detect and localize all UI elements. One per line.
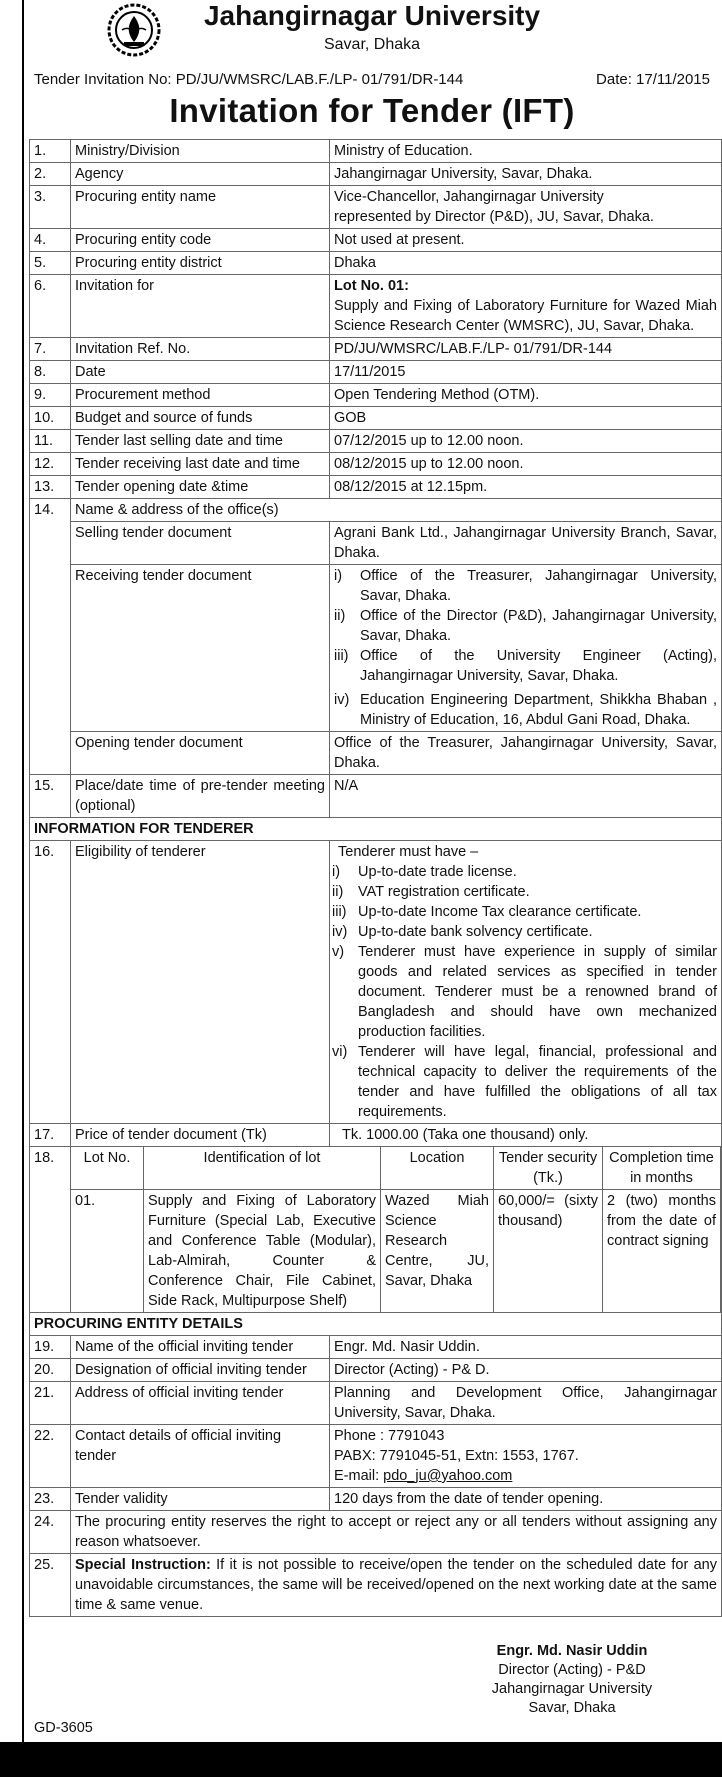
- notice-date: Date: 17/11/2015: [596, 71, 710, 88]
- row-number: 1.: [30, 140, 71, 163]
- item-text: Office of the Director (P&D), Jahangirnagar University, Savar, Dhaka.: [360, 608, 717, 644]
- row-label: Address of official inviting tender: [71, 1382, 330, 1425]
- item-number: i): [334, 568, 343, 584]
- table-row: [30, 361, 722, 384]
- row-number: 15.: [30, 775, 71, 818]
- row-number: 18.: [30, 1147, 71, 1313]
- row-number: 22.: [30, 1425, 71, 1488]
- list-item: [332, 882, 717, 902]
- row-label: Procuring entity code: [71, 229, 330, 252]
- row-number: 12.: [30, 453, 71, 476]
- row-label: Name of the official inviting tender: [71, 1336, 330, 1359]
- row-number: 9.: [30, 384, 71, 407]
- row-value: [330, 1359, 722, 1382]
- item-number: iv): [332, 924, 348, 940]
- table-row: [30, 384, 722, 407]
- row-label: Invitation for: [71, 275, 330, 338]
- row-value-text: Vice-Chancellor, Jahangirnagar University: [334, 189, 604, 205]
- table-row: [30, 229, 722, 252]
- receiving-items: [334, 566, 717, 730]
- row-value-text: 120 days from the date of tender opening.: [334, 1491, 604, 1507]
- lot-table-cell: [71, 1147, 722, 1313]
- item-number: vi): [332, 1044, 348, 1060]
- footer-code: GD-3605: [34, 1720, 93, 1736]
- list-item: [334, 690, 717, 730]
- table-row: [30, 1488, 722, 1511]
- row-number: 2.: [30, 163, 71, 186]
- list-item: [332, 942, 717, 1042]
- row-number: 13.: [30, 476, 71, 499]
- row-value-text: Open Tendering Method (OTM).: [334, 387, 540, 403]
- table-row: [30, 275, 722, 338]
- row-value-text: 08/12/2015 at 12.15pm.: [334, 479, 488, 495]
- reference-line: [34, 71, 710, 88]
- table-row-opening: [30, 732, 722, 775]
- row-label: Budget and source of funds: [71, 407, 330, 430]
- table-row: [30, 338, 722, 361]
- special-instruction-text: If it is not possible to receive/open the tender on the scheduled date for any unavoidable circumstances, the same will be received/opened on the next working date at the same time & same venue.: [75, 1557, 717, 1613]
- row-label: Procuring entity name: [71, 186, 330, 229]
- row-value-text: Director (Acting) - P& D.: [334, 1362, 490, 1378]
- selling-label: Selling tender document: [71, 522, 330, 565]
- contact-value: [330, 1425, 722, 1488]
- row-value-text: Engr. Md. Nasir Uddin.: [334, 1339, 480, 1355]
- row-number: 16.: [30, 841, 71, 1124]
- list-item: [332, 862, 717, 882]
- row-value: [330, 430, 722, 453]
- item-number: i): [332, 864, 341, 880]
- row-value: [330, 229, 722, 252]
- table-row: [30, 1511, 722, 1554]
- row-value: [330, 338, 722, 361]
- row-number: 23.: [30, 1488, 71, 1511]
- contact-phone: Phone : 7791043: [334, 1428, 445, 1444]
- lot-cell: 60,000/= (sixty thousand): [494, 1190, 603, 1313]
- university-city: Savar, Dhaka: [323, 36, 421, 53]
- row-value-text: 08/12/2015 up to 12.00 noon.: [334, 456, 524, 472]
- lot-cell: Supply and Fixing of Laboratory Furniture (Special Lab, Executive and Conference Table (Modular), Lab-Almirah, Counter & Conference Chair, File Cabinet, Side Rack, Multipurpose Shelf): [144, 1190, 381, 1313]
- row-value-text: 17/11/2015: [334, 364, 406, 380]
- row-value: [330, 361, 722, 384]
- row-number: 14.: [30, 499, 71, 775]
- table-row: [30, 1336, 722, 1359]
- table-row: [30, 186, 722, 229]
- eligibility-list: [330, 841, 722, 1124]
- list-item: [334, 566, 717, 606]
- special-instruction: [71, 1554, 722, 1617]
- row-number: 21.: [30, 1382, 71, 1425]
- lot-cell: Wazed Miah Science Research Centre, JU, Savar, Dhaka: [381, 1190, 494, 1313]
- university-name: Jahangirnagar University: [203, 0, 541, 31]
- row-value: [330, 384, 722, 407]
- page-title: Invitation for Tender (IFT): [169, 92, 575, 129]
- signatory-organization: Jahangirnagar University: [491, 1681, 653, 1697]
- eligibility-intro: Tenderer must have –: [338, 844, 479, 860]
- row-value: [330, 476, 722, 499]
- receiving-list: [330, 565, 722, 732]
- row-number: 4.: [30, 229, 71, 252]
- row-number: 17.: [30, 1124, 71, 1147]
- row-value-text: GOB: [334, 410, 367, 426]
- row-value: [330, 1488, 722, 1511]
- row-number: 24.: [30, 1511, 71, 1554]
- row-value-text: PD/JU/WMSRC/LAB.F./LP- 01/791/DR-144: [334, 341, 613, 357]
- row-value-text: Lot No. 01:: [334, 278, 409, 294]
- lot-row: [71, 1190, 721, 1313]
- table-row: [30, 1382, 722, 1425]
- row-label: Place/date time of pre-tender meeting (optional): [71, 775, 330, 818]
- row-value: [330, 163, 722, 186]
- lot-header: Tender security (Tk.): [494, 1147, 603, 1190]
- row-label: Tender last selling date and time: [71, 430, 330, 453]
- row-value: [330, 453, 722, 476]
- row-value-text-2: represented by Director (P&D), JU, Savar, Dhaka.: [334, 209, 654, 225]
- item-number: iv): [334, 692, 350, 708]
- eligibility-items: [332, 862, 717, 1122]
- row-value: [330, 1124, 722, 1147]
- lot-header-row: [71, 1147, 721, 1190]
- row-value-text-2: Supply and Fixing of Laboratory Furniture for Wazed Miah Science Research Center (WMSRC), JU, Savar, Dhaka.: [334, 298, 717, 334]
- row-number: 19.: [30, 1336, 71, 1359]
- row-number: 10.: [30, 407, 71, 430]
- section-heading: PROCURING ENTITY DETAILS: [30, 1313, 722, 1336]
- row-value: [330, 275, 722, 338]
- row-value-text: Tk. 1000.00 (Taka one thousand) only.: [342, 1127, 589, 1143]
- row-text: The procuring entity reserves the right to accept or reject any or all tenders without assigning any reason whatsoever.: [71, 1511, 722, 1554]
- table-row-lots: [30, 1147, 722, 1313]
- row-value: [330, 775, 722, 818]
- row-number: 8.: [30, 361, 71, 384]
- section-heading-row: [30, 818, 722, 841]
- tender-invitation-no: Tender Invitation No: PD/JU/WMSRC/LAB.F./LP- 01/791/DR-144: [34, 71, 464, 88]
- signature-block: [452, 1642, 692, 1718]
- section-heading-row: [30, 1313, 722, 1336]
- item-text: Office of the Treasurer, Jahangirnagar University, Savar, Dhaka.: [360, 568, 717, 604]
- table-row: [30, 252, 722, 275]
- row-label: Procurement method: [71, 384, 330, 407]
- row-number: 5.: [30, 252, 71, 275]
- table-row-eligibility: [30, 841, 722, 1124]
- row-value: [330, 407, 722, 430]
- table-row: [30, 430, 722, 453]
- list-item: [334, 606, 717, 646]
- row-label: Ministry/Division: [71, 140, 330, 163]
- email-prefix: E-mail:: [334, 1468, 384, 1484]
- row-value-text: Dhaka: [334, 255, 376, 271]
- row-value: [330, 1336, 722, 1359]
- row-number: 6.: [30, 275, 71, 338]
- row-label: Tender opening date &time: [71, 476, 330, 499]
- opening-value: Office of the Treasurer, Jahangirnagar University, Savar, Dhaka.: [330, 732, 722, 775]
- row-value-text: Not used at present.: [334, 232, 465, 248]
- row-label: Contact details of official inviting tender: [71, 1425, 330, 1488]
- lot-cell: 01.: [71, 1190, 144, 1313]
- item-text: Up-to-date bank solvency certificate.: [358, 924, 593, 940]
- table-row: [30, 140, 722, 163]
- row-value-text: Ministry of Education.: [334, 143, 473, 159]
- table-row-office: [30, 499, 722, 522]
- item-number: iii): [332, 904, 347, 920]
- lot-cell: 2 (two) months from the date of contract signing: [603, 1190, 721, 1313]
- row-number: 7.: [30, 338, 71, 361]
- item-text: Tenderer must have experience in supply of similar goods and related services as specified in tender document. Tenderer must be a renowned brand of Bangladesh and should have own mechanized production facilities.: [358, 944, 717, 1040]
- item-text: Office of the University Engineer (Acting), Jahangirnagar University, Savar, Dhaka.: [360, 648, 717, 684]
- row-value-text: Jahangirnagar University, Savar, Dhaka.: [334, 166, 593, 182]
- row-label: Invitation Ref. No.: [71, 338, 330, 361]
- row-label: Eligibility of tenderer: [71, 841, 330, 1124]
- row-label: Agency: [71, 163, 330, 186]
- item-text: VAT registration certificate.: [358, 884, 530, 900]
- row-number: 20.: [30, 1359, 71, 1382]
- row-number: 3.: [30, 186, 71, 229]
- row-label: Tender receiving last date and time: [71, 453, 330, 476]
- item-text: Up-to-date Income Tax clearance certificate.: [358, 904, 642, 920]
- row-number: 11.: [30, 430, 71, 453]
- item-number: v): [332, 944, 345, 960]
- row-label: Name & address of the office(s): [71, 499, 722, 522]
- contact-pabx: PABX: 7791045-51, Extn: 1553, 1767.: [334, 1448, 579, 1464]
- selling-value: Agrani Bank Ltd., Jahangirnagar University Branch, Savar, Dhaka.: [330, 522, 722, 565]
- row-value: [330, 140, 722, 163]
- table-row: [30, 407, 722, 430]
- table-row: [30, 163, 722, 186]
- table-row: [30, 453, 722, 476]
- row-value-text: Planning and Development Office, Jahangirnagar University, Savar, Dhaka.: [334, 1385, 717, 1421]
- list-item: [334, 646, 717, 686]
- receiving-label: Receiving tender document: [71, 565, 330, 732]
- list-item: [332, 922, 717, 942]
- section-heading: INFORMATION FOR TENDERER: [30, 818, 722, 841]
- lot-header: Identification of lot: [144, 1147, 381, 1190]
- bottom-border: [0, 1742, 722, 1777]
- row-value: [330, 252, 722, 275]
- lot-header: Location: [381, 1147, 494, 1190]
- special-instruction-label: Special Instruction:: [75, 1557, 211, 1573]
- signatory-name: Engr. Md. Nasir Uddin: [496, 1643, 648, 1659]
- row-value-text: N/A: [334, 778, 359, 794]
- item-text: Up-to-date trade license.: [358, 864, 517, 880]
- list-item: [332, 902, 717, 922]
- contact-email: [334, 1466, 717, 1486]
- row-label: Procuring entity district: [71, 252, 330, 275]
- list-item: [332, 1042, 717, 1122]
- item-number: iii): [334, 648, 349, 664]
- row-value: [330, 1382, 722, 1425]
- item-text: Tenderer will have legal, financial, professional and technical capacity to deliver the requirements of the tender and have fulfilled the obligations of all tax requirements.: [358, 1044, 717, 1120]
- tender-notice: [22, 0, 722, 1742]
- row-label: Date: [71, 361, 330, 384]
- opening-label: Opening tender document: [71, 732, 330, 775]
- table-row-selling: [30, 522, 722, 565]
- lot-table: [71, 1147, 721, 1312]
- item-text: Education Engineering Department, Shikkha Bhaban , Ministry of Education, 16, Abdul Gani Road, Dhaka.: [360, 692, 717, 728]
- row-value-text: 07/12/2015 up to 12.00 noon.: [334, 433, 524, 449]
- lot-header: Completion time in months: [603, 1147, 721, 1190]
- tender-table: [29, 139, 722, 1617]
- table-row: [30, 1554, 722, 1617]
- header: [22, 0, 722, 70]
- item-number: ii): [334, 608, 346, 624]
- row-value: [330, 186, 722, 229]
- signatory-city: Savar, Dhaka: [528, 1700, 616, 1716]
- table-row: [30, 1124, 722, 1147]
- table-row: [30, 476, 722, 499]
- lot-header: Lot No.: [71, 1147, 144, 1190]
- table-row-contact: [30, 1425, 722, 1488]
- row-label: Designation of official inviting tender: [71, 1359, 330, 1382]
- item-number: ii): [332, 884, 344, 900]
- table-row: [30, 775, 722, 818]
- row-label: Price of tender document (Tk): [71, 1124, 330, 1147]
- signatory-designation: Director (Acting) - P&D: [498, 1662, 646, 1678]
- row-number: 25.: [30, 1554, 71, 1617]
- row-label: Tender validity: [71, 1488, 330, 1511]
- email-link[interactable]: pdo_ju@yahoo.com: [383, 1468, 513, 1484]
- table-row: [30, 1359, 722, 1382]
- table-row-receiving: [30, 565, 722, 732]
